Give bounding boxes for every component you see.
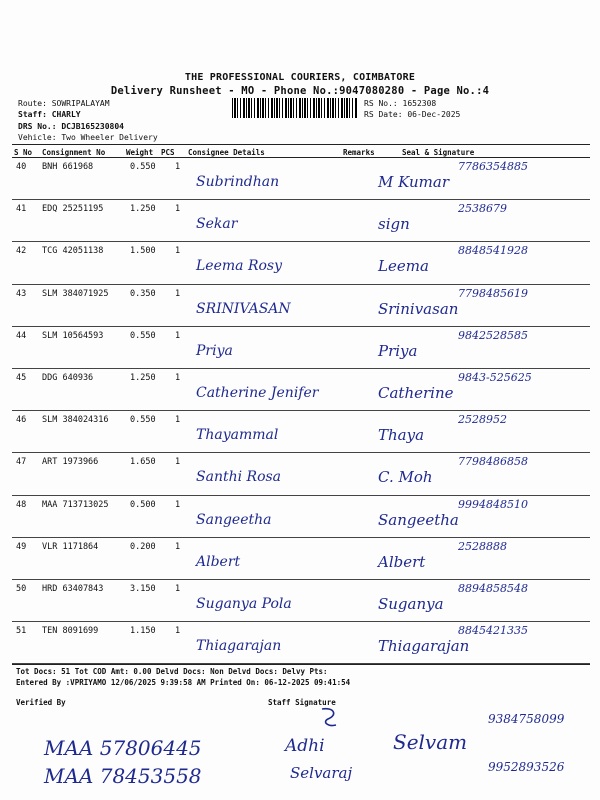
staff-signature-mark <box>318 705 344 729</box>
row-consignment: TCG 42051138 <box>42 246 104 257</box>
row-pcs: 1 <box>175 457 181 468</box>
row-pcs: 1 <box>175 415 181 426</box>
row-consignment: HRD 63407843 <box>42 584 104 594</box>
row-phone-handwritten: 8894858548 <box>458 582 528 595</box>
col-seal: Seal & Signature <box>402 148 475 157</box>
drs-label: DRS No.: DCJB165230804 <box>18 122 124 131</box>
row-consignment: SLM 10564593 <box>42 330 104 341</box>
row-phone-handwritten: 2528952 <box>458 413 507 427</box>
row-consignee-handwritten: Santhi Rosa <box>196 469 282 486</box>
header-rule <box>12 144 590 145</box>
row-consignee-handwritten: Priya <box>196 342 233 359</box>
row-divider <box>12 452 590 453</box>
row-weight: 0.200 <box>130 541 156 552</box>
row-signature-handwritten: Thaya <box>378 426 425 445</box>
row-weight: 1.150 <box>130 626 156 637</box>
row-phone-handwritten: 9843-525625 <box>458 371 532 384</box>
row-divider <box>12 368 590 369</box>
row-signature-handwritten: Suganya <box>378 595 444 613</box>
row-weight: 0.550 <box>130 330 156 341</box>
row-consignee-handwritten: Thayammal <box>196 427 279 444</box>
row-pcs: 1 <box>175 330 181 341</box>
row-signature-handwritten: Sangeetha <box>378 510 459 529</box>
row-weight: 1.250 <box>130 373 156 383</box>
row-phone-handwritten: 7798485619 <box>458 286 528 300</box>
row-weight: 0.550 <box>130 415 156 426</box>
row-consignee-handwritten: Leema Rosy <box>196 258 283 275</box>
row-consignment: BNH 661968 <box>42 162 94 172</box>
row-divider <box>12 495 590 496</box>
row-consignment: SLM 384071925 <box>42 288 109 299</box>
runsheet-subtitle: Delivery Runsheet - MO - Phone No.:9047080280 - Page No.:4 <box>110 85 490 97</box>
row-signature-handwritten: Albert <box>378 552 426 571</box>
row-consignee-handwritten: Sangeetha <box>196 511 272 528</box>
note-phone-1: 9384758099 <box>488 712 565 726</box>
footer-rule <box>12 664 590 665</box>
row-divider <box>12 199 590 200</box>
row-weight: 1.500 <box>130 246 156 257</box>
row-sno: 41 <box>16 204 27 215</box>
row-pcs: 1 <box>175 162 181 172</box>
note-adhi: Adhi <box>285 736 325 756</box>
row-consignment: ART 1973966 <box>42 457 99 468</box>
row-pcs: 1 <box>175 626 181 637</box>
row-consignee-handwritten: Albert <box>196 553 241 570</box>
row-consignment: EDQ 25251195 <box>42 204 104 215</box>
row-sno: 46 <box>16 415 27 426</box>
col-consignment: Consignment No <box>42 148 106 157</box>
row-consignee-handwritten: Subrindhan <box>196 174 280 190</box>
row-pcs: 1 <box>175 373 181 383</box>
row-weight: 3.150 <box>130 584 156 594</box>
row-sno: 47 <box>16 457 27 468</box>
row-consignee-handwritten: SRINIVASAN <box>196 300 291 317</box>
col-remarks: Remarks <box>343 148 375 157</box>
row-weight: 1.650 <box>130 457 156 468</box>
totals-line: Tot Docs: 51 Tot COD Amt: 0.00 Delvd Docs: Non Delvd Docs: Delvy Pts: <box>16 667 328 676</box>
row-signature-handwritten: sign <box>378 215 410 234</box>
row-sno: 50 <box>16 584 27 594</box>
row-phone-handwritten: 8848541928 <box>458 244 528 258</box>
col-weight: Weight <box>126 148 154 157</box>
row-signature-handwritten: C. Moh <box>378 468 433 487</box>
row-sno: 48 <box>16 499 27 510</box>
row-weight: 0.550 <box>130 162 156 172</box>
row-consignment: VLR 1171864 <box>42 541 99 552</box>
rs-number: RS No.: 1652308 <box>364 99 437 108</box>
row-sno: 51 <box>16 626 27 637</box>
vehicle-label: Vehicle: Two Wheeler Delivery <box>18 133 158 142</box>
row-phone-handwritten: 7786354885 <box>458 160 528 173</box>
row-consignee-handwritten: Catherine Jenifer <box>196 385 319 401</box>
row-sno: 44 <box>16 330 27 341</box>
row-divider <box>12 326 590 327</box>
row-phone-handwritten: 7798486858 <box>458 455 528 469</box>
row-weight: 1.250 <box>130 204 156 215</box>
row-phone-handwritten: 9994848510 <box>458 497 528 511</box>
staff-signature-label: Staff Signature <box>268 698 336 707</box>
company-title: THE PROFESSIONAL COURIERS, COIMBATORE <box>184 72 416 83</box>
col-sno: S No <box>14 148 33 157</box>
note-maa-1: MAA 57806445 <box>44 736 202 760</box>
verified-by-label: Verified By <box>16 698 66 707</box>
rs-date: RS Date: 06-Dec-2025 <box>364 110 461 119</box>
row-consignee-handwritten: Thiagarajan <box>196 638 282 655</box>
note-phone-2: 9952893526 <box>488 760 565 774</box>
row-phone-handwritten: 2538679 <box>458 202 507 216</box>
row-pcs: 1 <box>175 584 181 594</box>
row-divider <box>12 621 590 622</box>
row-sno: 45 <box>16 373 27 383</box>
row-sno: 49 <box>16 541 27 552</box>
row-divider <box>12 579 590 580</box>
route-label: Route: SOWRIPALAYAM <box>18 99 110 108</box>
barcode <box>232 98 358 118</box>
row-phone-handwritten: 9842528585 <box>458 328 528 342</box>
note-selvam: Selvam <box>393 730 468 754</box>
row-signature-handwritten: Srinivasan <box>378 299 459 318</box>
row-weight: 0.500 <box>130 499 156 510</box>
row-pcs: 1 <box>175 499 181 510</box>
row-divider <box>12 410 590 411</box>
row-divider <box>12 537 590 538</box>
staff-label: Staff: CHARLY <box>18 110 81 119</box>
row-phone-handwritten: 8845421335 <box>458 624 528 638</box>
row-divider <box>12 284 590 285</box>
row-sno: 42 <box>16 246 27 257</box>
col-consignee: Consignee Details <box>188 148 265 157</box>
row-pcs: 1 <box>175 541 181 552</box>
row-consignment: SLM 384024316 <box>42 415 109 426</box>
row-sno: 43 <box>16 288 27 299</box>
note-maa-2: MAA 78453558 <box>44 764 202 788</box>
row-signature-handwritten: Leema <box>378 257 429 276</box>
row-signature-handwritten: M Kumar <box>378 173 450 191</box>
row-pcs: 1 <box>175 246 181 257</box>
row-signature-handwritten: Priya <box>378 341 418 360</box>
row-consignment: MAA 713713025 <box>42 499 109 510</box>
row-divider <box>12 241 590 242</box>
row-consignment: DDG 640936 <box>42 373 94 383</box>
row-consignee-handwritten: Sekar <box>196 216 238 233</box>
row-phone-handwritten: 2528888 <box>458 539 507 553</box>
row-sno: 40 <box>16 162 27 172</box>
note-selvaraj: Selvaraj <box>290 764 353 782</box>
row-weight: 0.350 <box>130 288 156 299</box>
col-pcs: PCS <box>161 148 175 157</box>
row-signature-handwritten: Thiagarajan <box>378 637 470 656</box>
row-consignee-handwritten: Suganya Pola <box>196 596 292 612</box>
entered-by-line: Entered By :VPRIYAMO 12/06/2025 9:39:58 AM Printed On: 06-12-2025 09:41:54 <box>16 678 351 687</box>
row-signature-handwritten: Catherine <box>378 384 454 402</box>
row-pcs: 1 <box>175 204 181 215</box>
row-pcs: 1 <box>175 288 181 299</box>
row-consignment: TEN 8091699 <box>42 626 99 637</box>
column-rule <box>12 157 590 158</box>
